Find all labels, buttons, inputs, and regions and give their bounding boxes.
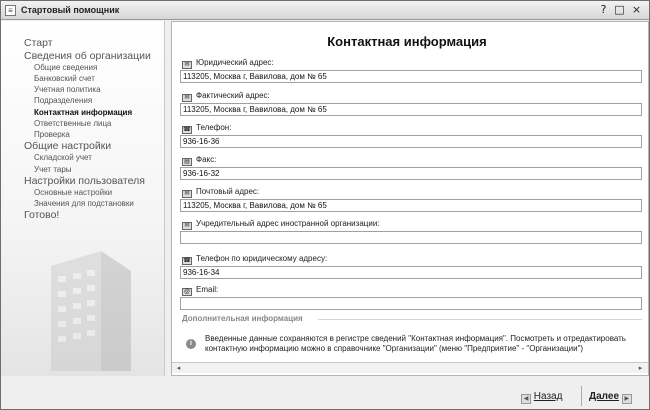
email-icon: @ (183, 289, 191, 295)
building-illustration (31, 246, 141, 376)
field-label (182, 123, 231, 134)
window-title: Стартовый помощник (21, 5, 120, 15)
nav-item[interactable]: Подразделения (34, 96, 93, 106)
nav-item[interactable]: Проверка (34, 129, 70, 139)
help-icon[interactable]: ? (600, 3, 607, 16)
nav-item[interactable]: Основные настройки (34, 188, 113, 198)
address-icon: ✉ (182, 190, 192, 198)
field-label-text: Почтовый адрес: (196, 187, 260, 196)
field-input[interactable]: 113205, Москва г, Вавилова, дом № 65 (180, 70, 642, 83)
field-label-text: Email: (196, 285, 219, 294)
field-label (182, 285, 218, 296)
field-label-text: Телефон по юридическому адресу: (196, 254, 328, 263)
nav-item[interactable]: Сведения об организации (24, 49, 151, 62)
nav-item[interactable]: Складской учет (34, 153, 92, 163)
info-text: Введенные данные сохраняются в регистре сведений "Контактная информация". Посмотреть и отредактировать контактную информацию можно в справочнике "Организации" (меню "Предприятие" - "Организации") (205, 334, 626, 353)
steps-list (24, 37, 164, 222)
info-icon: i (186, 339, 196, 349)
back-button[interactable] (521, 390, 562, 404)
field-label (182, 155, 216, 166)
phone-icon: ☎ (183, 258, 191, 264)
nav-item[interactable]: Общие настройки (24, 139, 112, 152)
field-label-text: Учредительный адрес иностранной организации: (196, 219, 380, 228)
field-label-text: Юридический адрес: (196, 58, 274, 67)
arrow-left-icon: ◀ (521, 394, 531, 404)
nav-item[interactable]: Контактная информация (34, 107, 133, 117)
address-icon: ✉ (182, 61, 192, 69)
title-bar (1, 1, 649, 20)
field-label (182, 219, 380, 230)
field-input[interactable]: 936-16-36 (180, 135, 642, 148)
steps-panel (1, 21, 165, 376)
next-label: Далее (589, 391, 620, 402)
field-input[interactable]: 936-16-32 (180, 167, 642, 180)
horizontal-scrollbar[interactable] (172, 362, 648, 373)
scroll-left-icon[interactable]: ◂ (176, 364, 181, 372)
field-label-text: Факс: (196, 155, 217, 164)
arrow-right-icon: ▶ (622, 394, 632, 404)
field-input[interactable] (180, 231, 642, 244)
nav-item[interactable]: Ответственные лица (34, 118, 112, 128)
address-icon: ✉ (182, 222, 192, 230)
address-icon: ✉ (182, 94, 192, 102)
scroll-right-icon[interactable]: ▸ (638, 364, 643, 372)
phone-icon: ☎ (183, 127, 191, 133)
nav-item[interactable]: Общие сведения (34, 63, 98, 73)
nav-item[interactable]: Учетная политика (34, 85, 101, 95)
footer-separator (581, 386, 582, 406)
nav-item[interactable]: Учет тары (34, 164, 72, 174)
field-label-text: Телефон: (196, 123, 232, 132)
field-label-text: Фактический адрес: (196, 91, 270, 100)
maximize-icon[interactable]: □ (614, 3, 625, 16)
field-label (182, 254, 327, 265)
field-label (182, 58, 274, 69)
field-input[interactable]: 936-16-34 (180, 266, 642, 279)
nav-item[interactable]: Готово! (24, 209, 60, 222)
page-title: Контактная информация (327, 34, 487, 49)
field-label (182, 187, 259, 198)
fax-icon: ▤ (182, 158, 192, 166)
back-label: Назад (533, 391, 563, 402)
nav-item[interactable]: Настройки пользователя (24, 174, 145, 187)
close-icon[interactable]: × (631, 3, 642, 16)
section-divider (318, 319, 642, 320)
nav-item[interactable]: Банковский счет (34, 74, 95, 84)
wizard-footer (1, 377, 649, 410)
nav-item[interactable]: Старт (24, 37, 53, 49)
extra-section-header: Дополнительная информация (182, 314, 303, 323)
field-input[interactable] (180, 297, 642, 310)
app-icon[interactable]: ≡ (5, 5, 16, 16)
nav-item[interactable]: Значения для подстановки (34, 199, 134, 209)
field-label (182, 91, 270, 102)
content-panel (171, 21, 649, 376)
field-input[interactable]: 113205, Москва г, Вавилова, дом № 65 (180, 103, 642, 116)
field-input[interactable]: 113205, Москва г, Вавилова, дом № 65 (180, 199, 642, 212)
next-button[interactable] (589, 390, 632, 404)
